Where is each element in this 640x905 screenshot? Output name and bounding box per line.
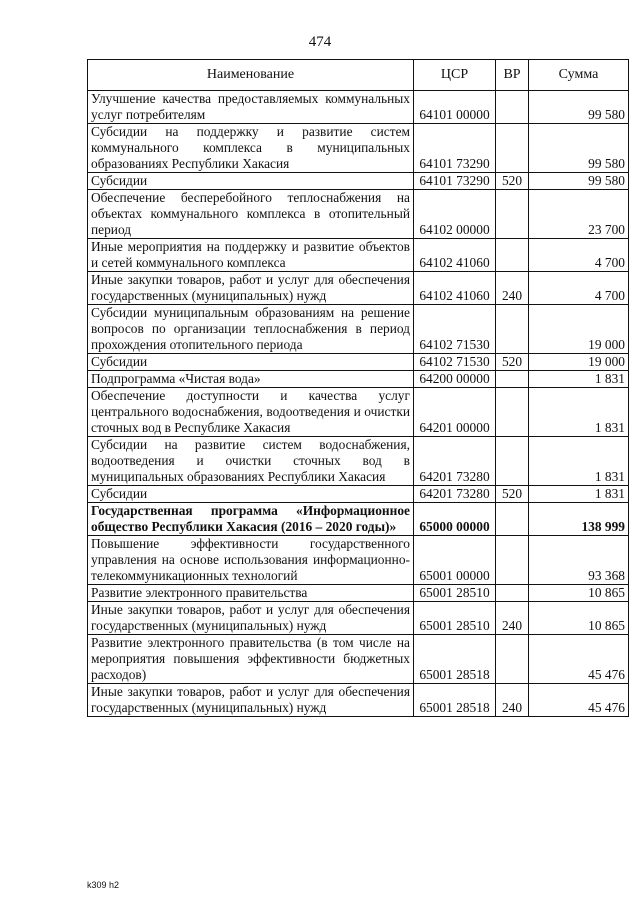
row-sum: 99 580 [529, 124, 629, 173]
row-sum: 1 831 [529, 371, 629, 388]
row-name: Субсидии [88, 354, 414, 371]
row-csr: 65001 28510 [414, 585, 496, 602]
table-row [88, 437, 629, 486]
table-row [88, 173, 629, 190]
table-row [88, 354, 629, 371]
row-name: Повышение эффективности государственного управления на основе использования информационно-телекоммуникационных технологий [88, 536, 414, 585]
row-csr: 64102 00000 [414, 190, 496, 239]
row-vr [496, 91, 529, 124]
row-name: Иные закупки товаров, работ и услуг для обеспечения государственных (муниципальных) нужд [88, 272, 414, 305]
header-name: Наименование [88, 60, 414, 91]
row-csr: 64102 41060 [414, 272, 496, 305]
row-sum: 45 476 [529, 635, 629, 684]
row-name: Иные мероприятия на поддержку и развитие объектов и сетей коммунального комплекса [88, 239, 414, 272]
table-row [88, 239, 629, 272]
row-vr [496, 305, 529, 354]
row-csr: 64200 00000 [414, 371, 496, 388]
row-name: Развитие электронного правительства (в том числе на мероприятия повышения эффективности бюджетных расходов) [88, 635, 414, 684]
row-csr: 65001 28510 [414, 602, 496, 635]
table-row [88, 124, 629, 173]
row-csr: 65001 28518 [414, 635, 496, 684]
table-header-row [88, 60, 629, 91]
row-sum: 19 000 [529, 305, 629, 354]
table-row [88, 486, 629, 503]
row-sum: 1 831 [529, 437, 629, 486]
row-name: Обеспечение бесперебойного теплоснабжения на объектах коммунального комплекса в отопительный период [88, 190, 414, 239]
row-csr: 64101 73290 [414, 173, 496, 190]
row-vr: 520 [496, 486, 529, 503]
row-csr: 64101 00000 [414, 91, 496, 124]
table-row [88, 190, 629, 239]
row-sum: 99 580 [529, 91, 629, 124]
row-vr [496, 388, 529, 437]
row-sum: 1 831 [529, 388, 629, 437]
row-sum: 99 580 [529, 173, 629, 190]
table-row [88, 388, 629, 437]
row-vr [496, 585, 529, 602]
row-csr: 64101 73290 [414, 124, 496, 173]
row-sum: 4 700 [529, 239, 629, 272]
row-vr: 240 [496, 602, 529, 635]
row-csr: 64102 41060 [414, 239, 496, 272]
row-vr [496, 190, 529, 239]
row-name: Подпрограмма «Чистая вода» [88, 371, 414, 388]
row-sum: 138 999 [529, 503, 629, 536]
header-sum: Сумма [529, 60, 629, 91]
row-sum: 4 700 [529, 272, 629, 305]
row-name: Субсидии на поддержку и развитие систем коммунального комплекса в муниципальных образованиях Республики Хакасия [88, 124, 414, 173]
row-name: Государственная программа «Информационное общество Республики Хакасия (2016 – 2020 годы)» [88, 503, 414, 536]
row-csr: 64201 73280 [414, 437, 496, 486]
row-name: Субсидии [88, 486, 414, 503]
row-csr: 64201 00000 [414, 388, 496, 437]
table-row [88, 585, 629, 602]
row-sum: 1 831 [529, 486, 629, 503]
table-row [88, 536, 629, 585]
table-row [88, 305, 629, 354]
row-name: Субсидии [88, 173, 414, 190]
row-vr: 520 [496, 173, 529, 190]
row-sum: 10 865 [529, 585, 629, 602]
row-csr: 64102 71530 [414, 354, 496, 371]
footer-code: k309 h2 [87, 880, 120, 890]
row-sum: 93 368 [529, 536, 629, 585]
row-name: Субсидии на развитие систем водоснабжения, водоотведения и очистки сточных вод в муниципальных образованиях Республики Хакасия [88, 437, 414, 486]
row-name: Развитие электронного правительства [88, 585, 414, 602]
row-name: Иные закупки товаров, работ и услуг для обеспечения государственных (муниципальных) нужд [88, 602, 414, 635]
table-row [88, 684, 629, 717]
header-vr: ВР [496, 60, 529, 91]
row-csr: 65000 00000 [414, 503, 496, 536]
row-sum: 19 000 [529, 354, 629, 371]
table-row [88, 371, 629, 388]
row-vr [496, 239, 529, 272]
row-name: Субсидии муниципальным образованиям на решение вопросов по организации теплоснабжения в период прохождения отопительного периода [88, 305, 414, 354]
row-name: Иные закупки товаров, работ и услуг для обеспечения государственных (муниципальных) нужд [88, 684, 414, 717]
row-vr: 240 [496, 684, 529, 717]
row-vr: 240 [496, 272, 529, 305]
row-vr [496, 635, 529, 684]
table-row [88, 272, 629, 305]
row-csr: 65001 28518 [414, 684, 496, 717]
row-vr [496, 371, 529, 388]
row-vr [496, 536, 529, 585]
row-csr: 64201 73280 [414, 486, 496, 503]
row-sum: 23 700 [529, 190, 629, 239]
row-sum: 45 476 [529, 684, 629, 717]
header-csr: ЦСР [414, 60, 496, 91]
row-vr [496, 503, 529, 536]
table-row [88, 635, 629, 684]
row-csr: 64102 71530 [414, 305, 496, 354]
row-sum: 10 865 [529, 602, 629, 635]
row-vr [496, 124, 529, 173]
table-row-program [88, 503, 629, 536]
table-row [88, 91, 629, 124]
page-number: 474 [308, 34, 332, 50]
budget-table [87, 59, 629, 717]
row-name: Улучшение качества предоставляемых коммунальных услуг потребителям [88, 91, 414, 124]
row-vr [496, 437, 529, 486]
table-row [88, 602, 629, 635]
row-csr: 65001 00000 [414, 536, 496, 585]
row-vr: 520 [496, 354, 529, 371]
row-name: Обеспечение доступности и качества услуг центрального водоснабжения, водоотведения и очистки сточных вод в Республике Хакасия [88, 388, 414, 437]
